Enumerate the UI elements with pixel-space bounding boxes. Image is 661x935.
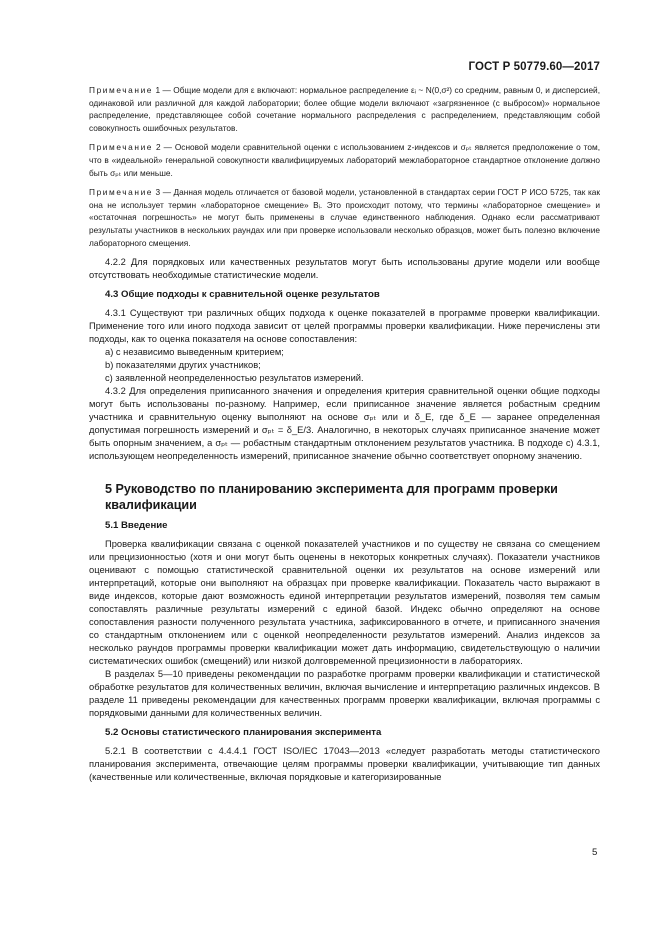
note-text: 2 — Основой модели сравнительной оценки с использованием z-индексов и σₚₜ является предположение о том, что в «идеальной» генеральной совокупности квалифицируемых лабораторий межлабораторное стандартное отклонение должно быть σₚₜ или меньше. [89,142,600,178]
paragraph-5-1-b: В разделах 5—10 приведены рекомендации по разработке программ проверки квалификации и статистической обработке результатов для количественных величин, включая вычисление и интерпретацию различных индексов. В разделе 11 приведены рекомендации для качественных программ проверки квалификации, включая программы с порядковыми данными для количественных величин. [89,669,600,719]
note-1 [89,84,600,134]
section-heading-5-1: 5.1 Введение [105,520,168,532]
page-content [89,84,600,784]
note-label: Примечание [89,142,154,153]
page-number: 5 [592,847,598,858]
paragraph-4-3-1: 4.3.1 Существуют три различных общих подхода к оценке показателей в программе проверки квалификации. Применение того или иного подхода зависит от целей программы проверки квалификации. Ниже перечислены эти подходы, как то оценка показателя на основе сопоставления: [89,308,600,345]
section-heading-4-3: 4.3 Общие подходы к сравнительной оценке результатов [105,289,380,301]
note-2 [89,141,600,179]
note-label: Примечание [89,85,154,95]
note-3 [89,186,600,249]
paragraph-5-2-1: 5.2.1 В соответствии с 4.4.4.1 ГОСТ ISO/IEC 17043—2013 «следует разработать методы статистического планирования эксперимента, отвечающие целям программы проверки квалификации, учитывающие тип данных (качественные или количественные, включая порядковые и категоризированные [89,746,600,783]
note-text: 3 — Данная модель отличается от базовой модели, установленной в стандартах серии ГОСТ Р ИСО 5725, так как она не использует термин «лабораторное смещение» Bᵢ. Это происходит потому, что термины «лабораторное смещение» и «остаточная погрешность» не могут быть применены в случае единственного наблюдения. Однако если рассматривают результаты участников в нескольких раундах или при проверке использовали несколько образцов, может быть полезно включение лабораторного смещения. [89,187,600,248]
list-item: a) с независимо выведенным критерием; [105,347,284,358]
document-header-code: ГОСТ Р 50779.60—2017 [468,61,600,73]
paragraph-5-1-a: Проверка квалификации связана с оценкой показателей участников и по существу не связана со смещением или прецизионностью (хотя и они могут быть оценены в некоторых конкретных случаях). Показатели участников оценивают с помощью статистической сравнительной оценки их результатов на основе измерений или интерпретаций, которые они выполняют на образцах при проверке квалификации. Показатель часто выражают в виде индексов, которые дают возможность единой интерпретации результатов измерений, позволяя тем самым сопоставлять различные результаты измерений с единой базой. Индекс обычно определяют на основе сопоставления разности полученного результата участника, зафиксированного в отчете, и приписанного значения со стандартным отклонением или с оценкой неопределенности результатов измерений. Анализ индексов за несколько раундов программы проверки квалификации может дать информацию, свидетельствующую о наличии систематических ошибок (смещений) или низкой долговременной прецизионности в лабораториях. [89,539,600,667]
section-heading-5: 5 Руководство по планированию эксперимента для программ проверки квалификации [105,482,558,513]
section-heading-5-2: 5.2 Основы статистического планирования эксперимента [105,727,382,739]
note-text: 1 — Общие модели для ε включают: нормальное распределение εᵢ ~ N(0,σ²) со средним, равным 0, и дисперсией, одинаковой или различной для каждой лаборатории; более общие модели включают «загрязненное (с выбросом)» нормальное распределение, представляющее собой сочетание нормального распределения с распределением, представляющим собой совокупность ошибочных результатов. [89,85,600,133]
list-item: b) показателями других участников; [105,360,261,371]
paragraph-4-2-2: 4.2.2 Для порядковых или качественных результатов могут быть использованы другие модели или вообще отсутствовать необходимые статистические модели. [89,257,600,281]
note-label: Примечание [89,187,154,198]
paragraph-4-3-2: 4.3.2 Для определения приписанного значения и определения критерия сравнительной оценки общие подходы могут быть использованы по-разному. Например, если приписанное значение является робастным средним участника и сравнительную оценку выполняют на основе σₚₜ или и δ_E, где δ_E — заранее определенная допустимая погрешность измерений и σₚₜ = δ_E/3. Аналогично, в некоторых случаях приписанное значение может быть опорным значением, а σₚₜ — робастным стандартным отклонением результатов участника. В подходе c) 4.3.1, использующем неопределенность измерений, приписанное значение обычно соответствует опорному значению. [89,386,600,462]
list-item: c) заявленной неопределенностью результатов измерений. [105,373,364,384]
